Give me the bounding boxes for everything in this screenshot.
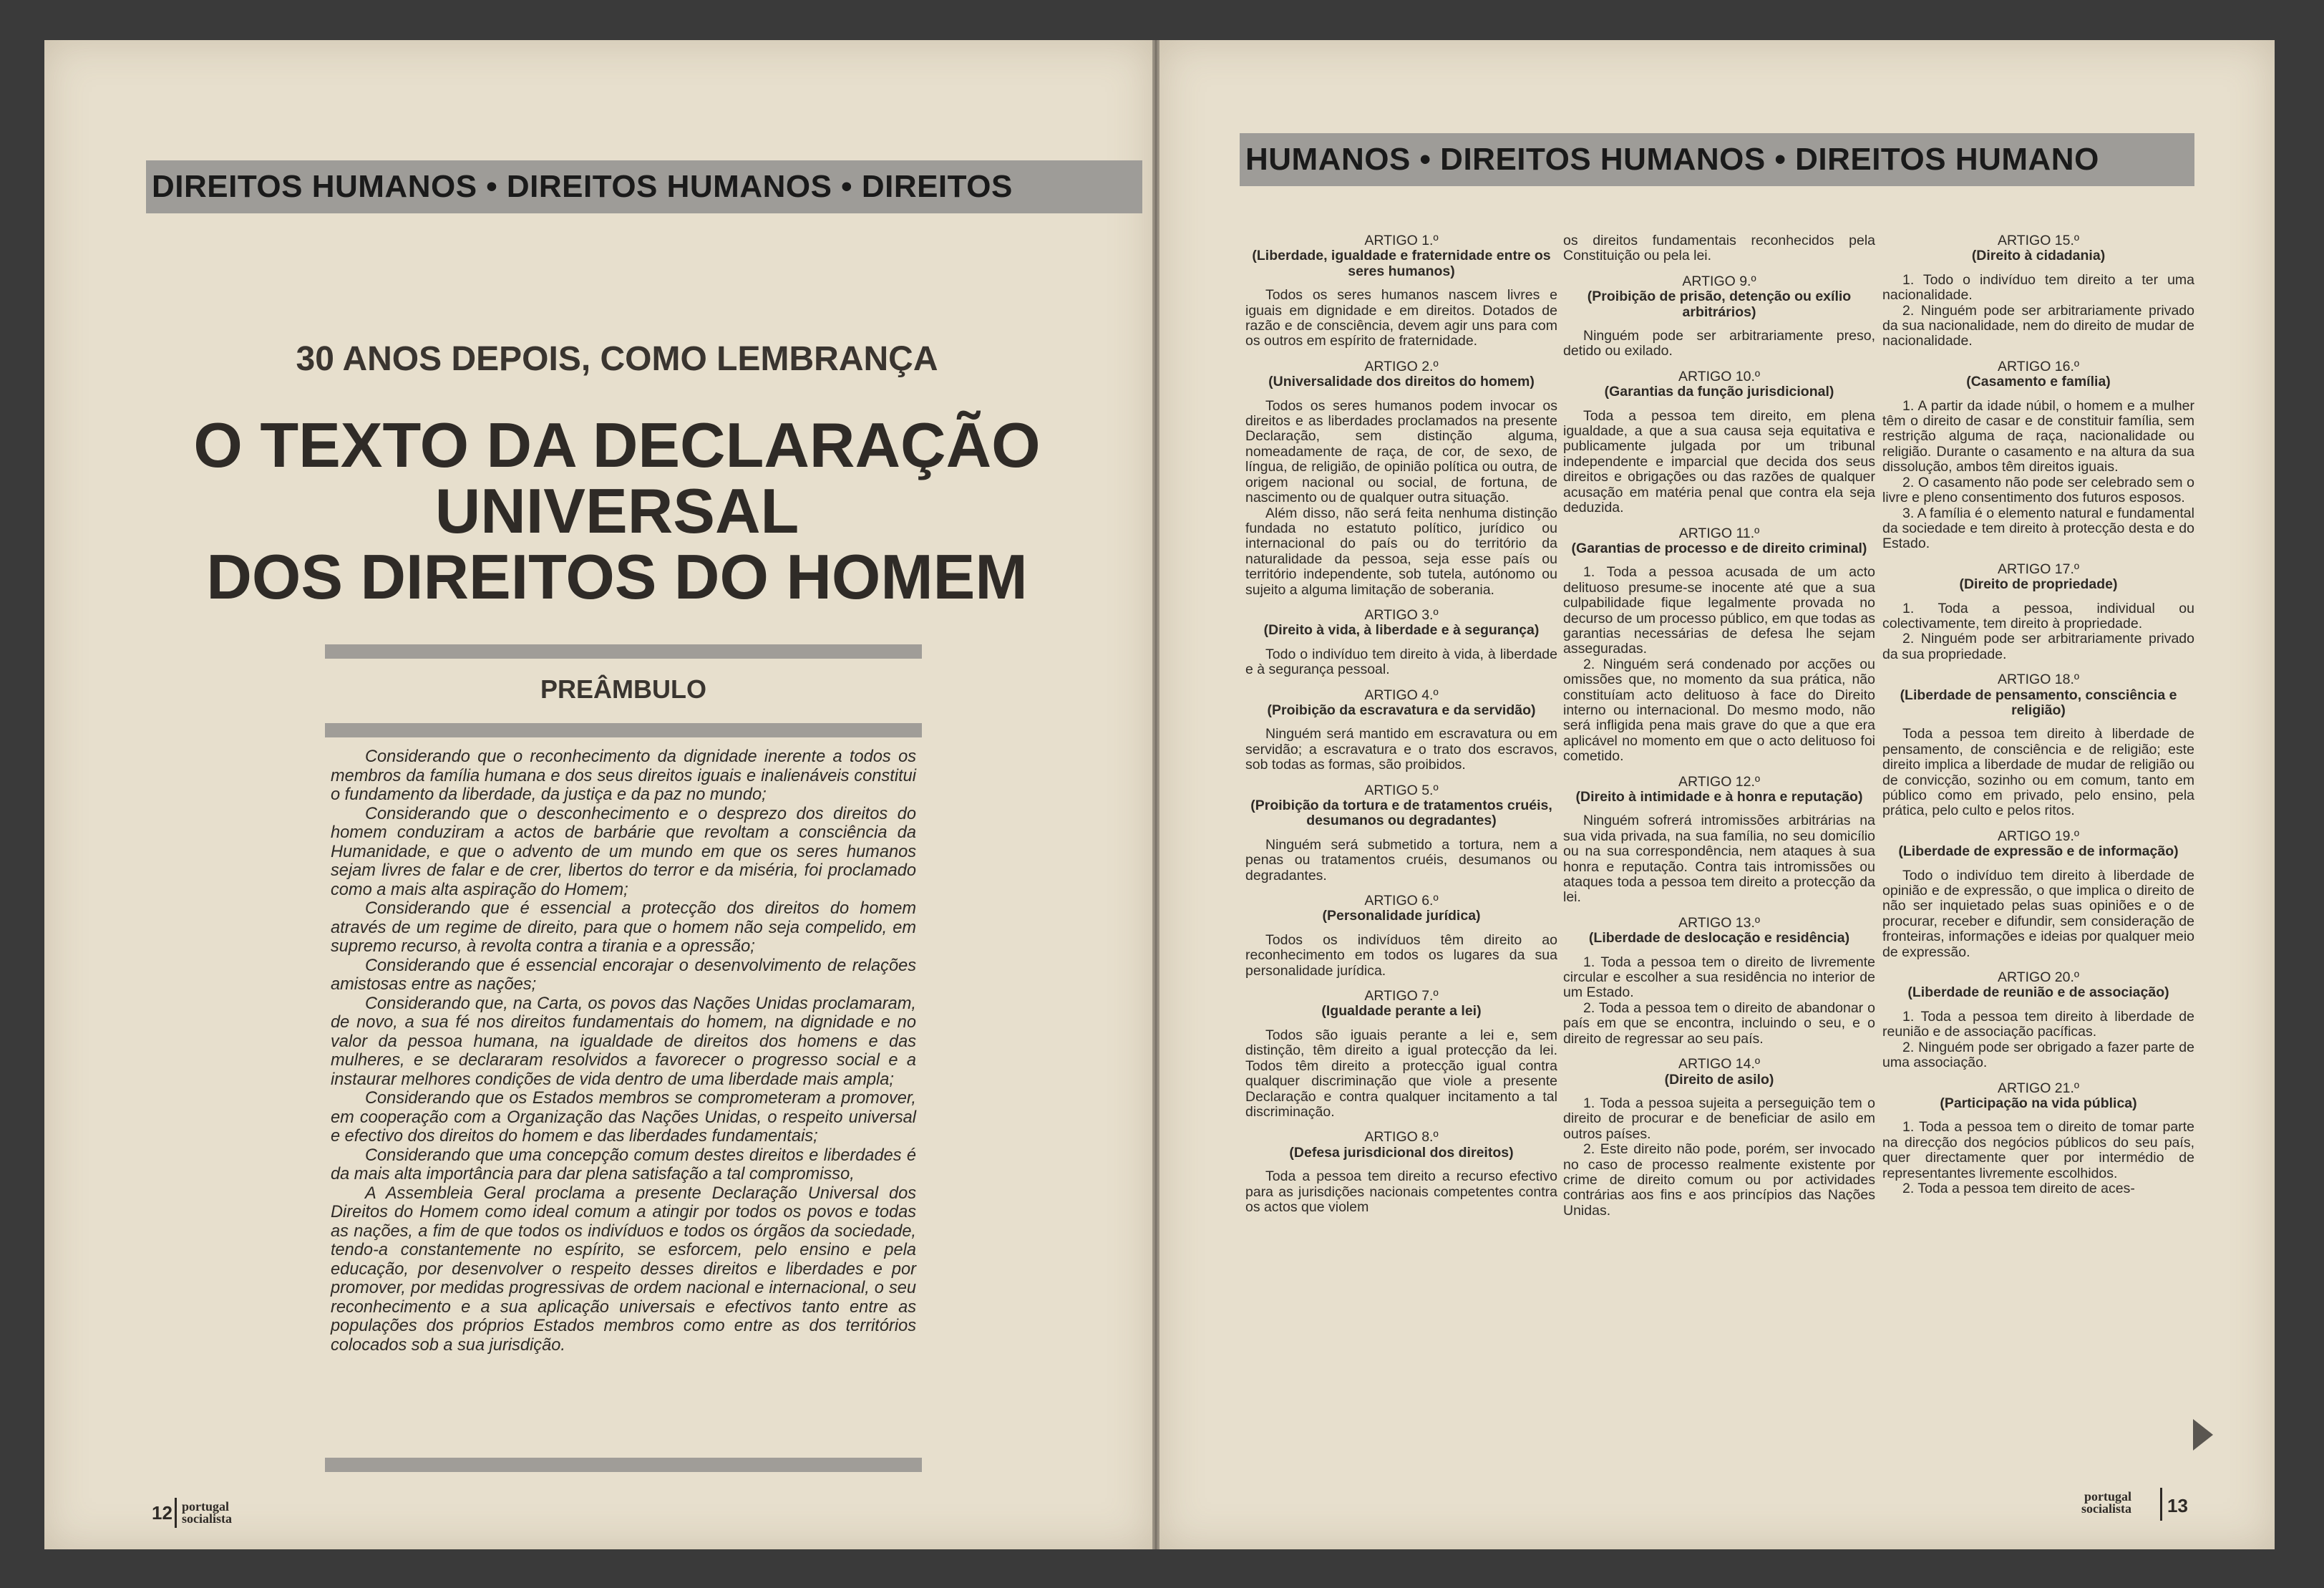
article [1882, 233, 2194, 349]
article-title: (Defesa jurisdicional dos direitos) [1289, 1144, 1514, 1161]
article-paragraph: 1. Toda a pessoa tem o direito de livremente circular e escolher a sua residência no interior de um Estado. [1563, 954, 1875, 1001]
article-number: ARTIGO 1.º [1364, 233, 1439, 248]
logo-divider [175, 1498, 177, 1528]
preamble-paragraph: Considerando que o reconhecimento da dignidade inerente a todos os membros da família humana e dos seus direitos iguais e inalienáveis constitui o fundamento da liberdade, da justiça e da paz no mundo; [331, 747, 916, 804]
article [1245, 608, 1557, 678]
article-title: (Liberdade de reunião e de associação) [1907, 984, 2169, 1001]
article [1563, 1057, 1875, 1219]
article [1563, 775, 1875, 906]
article-number: ARTIGO 11.º [1678, 525, 1760, 541]
article-paragraph: 3. A família é o elemento natural e fundamental da sociedade e tem direito à protecção desta e do Estado. [1882, 505, 2194, 552]
article-paragraph: 2. Este direito não pode, porém, ser invocado no caso de processo realmente existente por crime de direito comum ou por actividades contrárias aos fins e aos princípios das Nações Unidas. [1563, 1141, 1875, 1219]
continuation-text: os direitos fundamentais reconhecidos pela Constituição ou pela lei. [1563, 233, 1875, 264]
article-column-1 [1245, 233, 1557, 1225]
article [1563, 916, 1875, 1047]
article-title: (Garantias de processo e de direito criminal) [1571, 540, 1867, 556]
article [1245, 894, 1557, 979]
preamble-paragraph: Considerando que é essencial a protecção dos direitos do homem através de um regime de direito, para que o homem não seja compelido, em supremo recurso, à revolta contra a tirania e a opressão; [331, 899, 916, 956]
article-title: (Casamento e família) [1966, 374, 2111, 390]
page-number: 12 [152, 1502, 172, 1524]
article-column-2 [1563, 233, 1875, 1229]
article-title: (Direito à vida, à liberdade e à segurança) [1263, 622, 1540, 639]
left-page [44, 40, 1152, 1549]
article-number: ARTIGO 19.º [1997, 828, 2080, 844]
article-title: (Igualdade perante a lei) [1321, 1003, 1482, 1020]
article-paragraph: Toda a pessoa tem direito à liberdade de pensamento, de consciência e de religião; este direito implica a liberdade de mudar de religião ou de convicção, sozinho ou em comum, tanto em público como em privado, pelo ensino, pela prática, pelo culto e pelos ritos. [1882, 726, 2194, 819]
article-number: ARTIGO 3.º [1364, 606, 1439, 623]
article [1563, 369, 1875, 516]
preamble-paragraph: Considerando que os Estados membros se comprometeram a promover, em cooperação com a Organização das Nações Unidas, o respeito universal e efectivo dos direitos do homem e das liberdades fundamentais; [331, 1089, 916, 1146]
article [1882, 1081, 2194, 1197]
article-paragraph: Todos os seres humanos podem invocar os direitos e as liberdades proclamados na presente Declaração, sem distinção alguma, nomeadamente de raça, de cor, de sexo, de língua, de religião, de opinião política ou outra, de origem nacional ou social, de fortuna, de nascimento ou de qualquer outra situação. [1245, 397, 1557, 506]
article-title: (Participação na vida pública) [1940, 1095, 2137, 1111]
article-paragraph: 1. Toda a pessoa tem direito à liberdade de reunião e de associação pacíficas. [1882, 1008, 2194, 1040]
article-title: (Liberdade de expressão e de informação) [1898, 843, 2179, 860]
article-number: ARTIGO 12.º [1678, 773, 1761, 790]
article-paragraph: 2. Ninguém pode ser obrigado a fazer parte de uma associação. [1882, 1039, 2194, 1071]
preamble-paragraph: A Assembleia Geral proclama a presente Declaração Universal dos Direitos do Homem como ideal comum a atingir por todos os povos e todas as nações, a fim de que todos os indivíduos e todos os órgãos da sociedade, tendo-a constantemente no espírito, se esforcem, pelo ensino e pela educação, por desenvolver o respeito desses direitos e liberdades e por promover, por medidas progressivas de ordem nacional e internacional, o seu reconhecimento e a sua aplicação universais e efectivos tanto entre as populações dos próprios Estados membros como entre as dos territórios colocados sob a sua jurisdição. [331, 1183, 916, 1355]
article [1563, 526, 1875, 765]
article-paragraph: 1. Toda a pessoa, individual ou colectivamente, tem direito à propriedade. [1882, 600, 2194, 631]
right-page [1159, 40, 2275, 1549]
publication-logo [2081, 1491, 2131, 1515]
article-paragraph: 1. Todo o indivíduo tem direito a ter uma nacionalidade. [1882, 271, 2194, 304]
article-title: (Liberdade de deslocação e residência) [1588, 930, 1850, 946]
article-number: ARTIGO 17.º [1997, 561, 2080, 577]
article [1882, 672, 2194, 819]
article [1245, 359, 1557, 598]
article-paragraph: Todos são iguais perante a lei e, sem distinção, têm direito a igual protecção da lei. Todos têm direito a protecção igual contra qualquer discriminação que viole a presente Declaração e contra qualquer incitamento a tal discriminação. [1245, 1027, 1557, 1120]
article-paragraph: 2. Toda a pessoa tem direito de aces- [1902, 1180, 2135, 1196]
article-title: (Direito à cidadania) [1971, 248, 2106, 264]
preamble-paragraph: Considerando que, na Carta, os povos das Nações Unidas proclamaram, de novo, a sua fé nos direitos fundamentais do homem, na dignidade e no valor da pessoa humana, na igualdade de direitos dos homens e das mulheres, e se declararam resolvidos a favorecer o progresso social e a instaurar melhores condições de vida dentro de uma liberdade mais ampla; [331, 994, 916, 1089]
article-title: (Personalidade jurídica) [1322, 908, 1481, 924]
title-line-2: UNIVERSAL [434, 475, 799, 546]
subtitle: 30 ANOS DEPOIS, COMO LEMBRANÇA [296, 340, 938, 378]
article-number: ARTIGO 2.º [1364, 358, 1439, 374]
page-number: 13 [2167, 1495, 2188, 1516]
divider-rule [325, 644, 922, 659]
article-title: (Garantias da função jurisdicional) [1604, 384, 1834, 400]
article-paragraph: Ninguém será submetido a tortura, nem a penas ou tratamentos cruéis, desumanos ou degradantes. [1245, 836, 1557, 883]
article-paragraph: Além disso, não será feita nenhuma distinção fundada no estatuto político, jurídico ou internacional do país ou do território da naturalidade da pessoa, seja esse país ou território independente, sob tutela, autónomo ou sujeito a alguma limitação de soberania. [1245, 505, 1557, 598]
article-paragraph: Todo o indivíduo tem direito à liberdade de opinião e de expressão, o que implica o direito de não ser inquietado pelas suas opiniões e o de procurar, receber e difundir, sem consideração de fronteiras, informações e ideias por qualquer meio de expressão. [1882, 867, 2194, 960]
article-number: ARTIGO 20.º [1997, 969, 2080, 986]
continue-arrow-icon [2193, 1419, 2213, 1451]
article [1245, 783, 1557, 883]
logo-divider [2160, 1488, 2162, 1521]
article-number: ARTIGO 15.º [1997, 233, 2080, 248]
section-banner: HUMANOS • DIREITOS HUMANOS • DIREITOS HUMANO [1240, 133, 2194, 186]
preamble-paragraph: Considerando que uma concepção comum destes direitos e liberdades é da mais alta importância para dar plena satisfação a tal compromisso, [331, 1146, 916, 1183]
article [1245, 989, 1557, 1120]
article-paragraph: Ninguém será mantido em escravatura ou em servidão; a escravatura e o trato dos escravos, sob todas as formas, são proibidos. [1245, 726, 1557, 773]
article-number: ARTIGO 13.º [1678, 914, 1761, 931]
article-paragraph: 2. Ninguém será condenado por acções ou omissões que, no momento da sua prática, não constituíam acto delituoso à face do Direito interno ou internacional. Do mesmo modo, não será infligida pena mais grave do que a que era aplicável no momento em que o acto delituoso foi cometido. [1563, 656, 1875, 765]
article-paragraph: 1. Toda a pessoa tem o direito de tomar parte na direcção dos negócios públicos do seu país, quer directamente quer por intermédio de representantes livremente escolhidos. [1882, 1119, 2194, 1181]
logo-line-2: socialista [182, 1511, 232, 1526]
article-title: (Direito de asilo) [1664, 1071, 1774, 1088]
logo-line-1: portugal [182, 1499, 230, 1514]
article-paragraph: Todos os seres humanos nascem livres e iguais em dignidade e em direitos. Dotados de razão e de consciência, devem agir uns para com os outros em espírito de fraternidade. [1245, 287, 1557, 349]
article-number: ARTIGO 21.º [1997, 1080, 2080, 1096]
logo-line-1: portugal [2084, 1489, 2131, 1504]
article [1882, 970, 2194, 1070]
article-number: ARTIGO 14.º [1678, 1056, 1761, 1073]
article-title: (Direito de propriedade) [1959, 576, 2118, 593]
article-title: (Liberdade de pensamento, consciência e religião) [1900, 687, 2177, 718]
title-line-1: O TEXTO DA DECLARAÇÃO [193, 410, 1041, 480]
article-paragraph: Ninguém sofrerá intromissões arbitrárias na sua vida privada, na sua família, no seu domicílio ou na sua correspondência, nem ataques à sua honra e reputação. Contra tais intromissões ou ataques toda a pessoa tem direito a protecção da lei. [1563, 813, 1875, 906]
article [1245, 1130, 1557, 1215]
divider-rule [325, 723, 922, 737]
article-title: (Proibição de prisão, detenção ou exílio arbitrários) [1587, 289, 1852, 320]
article-paragraph: 2. Ninguém pode ser arbitrariamente privado da sua nacionalidade, nem do direito de mudar de nacionalidade. [1882, 302, 2194, 349]
article-number: ARTIGO 8.º [1364, 1129, 1439, 1146]
article-number: ARTIGO 10.º [1678, 368, 1761, 384]
article-paragraph: 2. Toda a pessoa tem o direito de abandonar o país em que se encontra, incluindo o seu, e o direito de regressar ao seu país. [1563, 999, 1875, 1047]
article-number: ARTIGO 6.º [1364, 893, 1439, 909]
preamble-body [331, 747, 916, 1355]
article-paragraph: Todo o indivíduo tem direito à vida, à liberdade e à segurança pessoal. [1245, 646, 1557, 678]
article-title: (Direito à intimidade e à honra e reputação) [1575, 789, 1863, 805]
article-paragraph: Toda a pessoa tem direito, em plena igualdade, a que a sua causa seja equitativa e publicamente julgada por um tribunal independente e imparcial que decida dos seus direitos e obrigações ou das razões de qualquer acusação em matéria penal que contra ela seja deduzida. [1563, 407, 1875, 516]
article-number: ARTIGO 16.º [1997, 358, 2080, 374]
article [1245, 233, 1557, 349]
main-title [102, 412, 1132, 610]
article-paragraph: Ninguém pode ser arbitrariamente preso, detido ou exilado. [1563, 328, 1875, 359]
preamble-paragraph: Considerando que é essencial encorajar o desenvolvimento de relações amistosas entre as nações; [331, 956, 916, 994]
article [1882, 829, 2194, 960]
article-title: (Liberdade, igualdade e fraternidade entre os seres humanos) [1252, 248, 1551, 279]
title-line-3: DOS DIREITOS DO HOMEM [206, 541, 1028, 612]
article-title: (Proibição da escravatura e da servidão) [1267, 702, 1536, 718]
preamble-paragraph: Considerando que o desconhecimento e o desprezo dos direitos do homem conduziram a actos de barbárie que revoltam a consciência da Humanidade, e que o advento de um mundo em que os seres humanos sejam livres de falar e de crer, libertos do terror e da miséria, foi proclamado como a mais alta aspiração do Homem; [331, 804, 916, 899]
article-number: ARTIGO 18.º [1997, 672, 2080, 688]
article-number: ARTIGO 7.º [1364, 988, 1439, 1004]
article-column-3 [1882, 233, 2194, 1206]
article [1563, 274, 1875, 359]
article-title: (Universalidade dos direitos do homem) [1268, 374, 1535, 390]
article [1882, 359, 2194, 552]
article-paragraph: Toda a pessoa tem direito a recurso efectivo para as jurisdições nacionais competentes contra os actos que violem [1245, 1168, 1557, 1215]
logo-line-2: socialista [2081, 1501, 2131, 1516]
article [1245, 688, 1557, 773]
article-number: ARTIGO 4.º [1364, 687, 1439, 703]
article-paragraph: 1. A partir da idade núbil, o homem e a mulher têm o direito de casar e de constituir família, sem restrição alguma de raça, nacionalidade ou religião. Durante o casamento e na altura da sua dissolução, ambos têm direitos iguais. [1882, 397, 2194, 475]
publication-logo [182, 1501, 232, 1525]
article-paragraph: 1. Toda a pessoa sujeita a perseguição tem o direito de procurar e de beneficiar de asilo em outros países. [1563, 1095, 1875, 1142]
article [1882, 562, 2194, 662]
divider-rule [325, 1458, 922, 1472]
article-paragraph: 2. O casamento não pode ser celebrado sem o livre e pleno consentimento dos futuros esposos. [1882, 474, 2194, 506]
article-number: ARTIGO 5.º [1364, 782, 1439, 798]
section-banner: DIREITOS HUMANOS • DIREITOS HUMANOS • DIREITOS [146, 160, 1142, 213]
preamble-heading: PREÂMBULO [540, 674, 706, 704]
article-paragraph: 1. Toda a pessoa acusada de um acto delituoso presume-se inocente até que a sua culpabilidade fique legalmente provada no decurso de um processo público, em que todas as garantias necessárias de defesa lhe sejam asseguradas. [1563, 564, 1875, 657]
article-paragraph: 2. Ninguém pode ser arbitrariamente privado da sua propriedade. [1882, 631, 2194, 662]
article-paragraph: Todos os indivíduos têm direito ao reconhecimento em todos os lugares da sua personalidade jurídica. [1245, 931, 1557, 979]
article-title: (Proibição da tortura e de tratamentos cruéis, desumanos ou degradantes) [1250, 798, 1552, 829]
article-number: ARTIGO 9.º [1682, 273, 1756, 289]
